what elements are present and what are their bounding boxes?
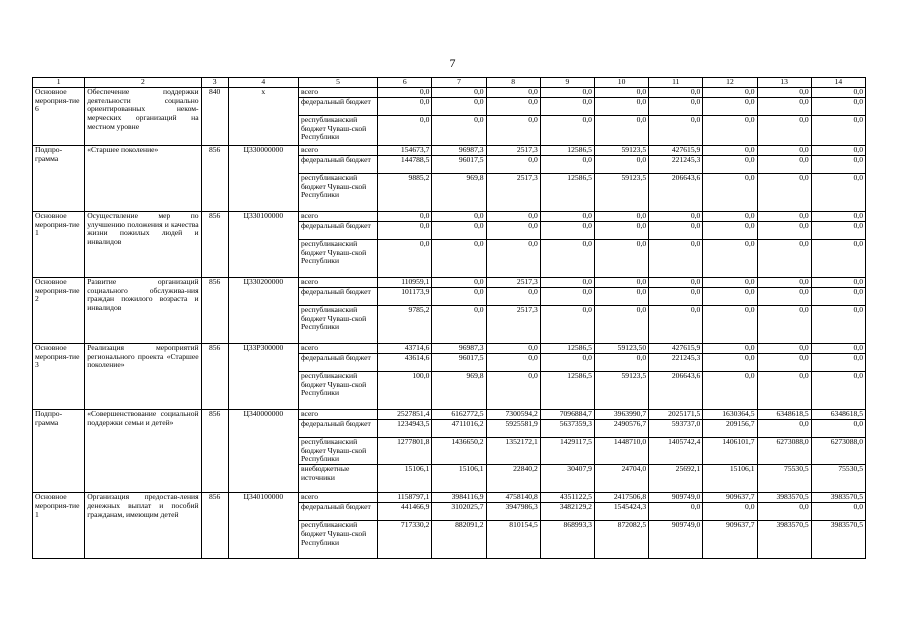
value-cell: 810154,5: [486, 521, 540, 559]
value-cell: 0,0: [594, 306, 648, 344]
value-cell: 206643,6: [649, 174, 703, 212]
value-cell: 3984116,9: [432, 493, 486, 503]
column-header: 3: [201, 78, 228, 88]
value-cell: 59123,5: [594, 146, 648, 156]
value-cell: 59123,5: [594, 372, 648, 410]
value-cell: 909749,0: [649, 493, 703, 503]
value-cell: 0,0: [540, 288, 594, 306]
value-cell: 100,0: [378, 372, 432, 410]
value-cell: 7096884,7: [540, 410, 594, 420]
value-cell: 0,0: [486, 288, 540, 306]
value-cell: 1352172,1: [486, 438, 540, 465]
value-cell: 0,0: [432, 98, 486, 116]
value-cell: 0,0: [703, 354, 757, 372]
budget-code-cell: Ц330000000: [228, 146, 298, 212]
funding-source-cell: республиканский бюджет Чуваш-ской Республики: [298, 174, 377, 212]
value-cell: 0,0: [486, 156, 540, 174]
funding-source-cell: всего: [298, 410, 377, 420]
value-cell: 0,0: [432, 288, 486, 306]
column-header: 14: [811, 78, 865, 88]
value-cell: 43614,6: [378, 354, 432, 372]
value-cell: 0,0: [703, 222, 757, 240]
table-row: [33, 344, 866, 354]
header-row: [33, 78, 866, 88]
value-cell: 0,0: [757, 88, 811, 98]
measure-name-cell: Организация предостав-ления денежных выплат и пособий гражданам, имеющим детей: [85, 493, 201, 559]
budget-code-cell: х: [228, 88, 298, 146]
value-cell: 0,0: [649, 222, 703, 240]
value-cell: 0,0: [540, 354, 594, 372]
budget-code-cell: Ц340100000: [228, 493, 298, 559]
value-cell: 9885,2: [378, 174, 432, 212]
grbs-code-cell: 840: [201, 88, 228, 146]
value-cell: 75530,5: [811, 465, 865, 493]
value-cell: 2517,3: [486, 146, 540, 156]
table-row: [33, 278, 866, 288]
page-number: 7: [449, 56, 456, 70]
value-cell: 3963990,7: [594, 410, 648, 420]
value-cell: 22840,2: [486, 465, 540, 493]
value-cell: 0,0: [486, 344, 540, 354]
column-header: 7: [432, 78, 486, 88]
value-cell: 1630364,5: [703, 410, 757, 420]
value-cell: 0,0: [540, 156, 594, 174]
value-cell: 0,0: [432, 278, 486, 288]
value-cell: 1405742,4: [649, 438, 703, 465]
value-cell: 12586,5: [540, 146, 594, 156]
value-cell: 206643,6: [649, 372, 703, 410]
value-cell: 0,0: [649, 503, 703, 521]
value-cell: 0,0: [757, 344, 811, 354]
value-cell: 0,0: [703, 212, 757, 222]
column-header: 9: [540, 78, 594, 88]
value-cell: 0,0: [703, 174, 757, 212]
value-cell: 0,0: [703, 116, 757, 146]
value-cell: 0,0: [811, 420, 865, 438]
value-cell: 0,0: [594, 98, 648, 116]
value-cell: 144788,5: [378, 156, 432, 174]
value-cell: 1429117,5: [540, 438, 594, 465]
program-type-cell: Подпро-грамма: [33, 410, 85, 493]
value-cell: 0,0: [757, 222, 811, 240]
value-cell: 0,0: [811, 288, 865, 306]
value-cell: 0,0: [486, 240, 540, 278]
value-cell: 0,0: [378, 116, 432, 146]
grbs-code-cell: 856: [201, 493, 228, 559]
value-cell: 110959,1: [378, 278, 432, 288]
value-cell: 0,0: [378, 240, 432, 278]
value-cell: 101173,9: [378, 288, 432, 306]
program-type-cell: Основное мероприя-тие 2: [33, 278, 85, 344]
value-cell: 0,0: [432, 88, 486, 98]
value-cell: 1436650,2: [432, 438, 486, 465]
funding-source-cell: внебюджетные источники: [298, 465, 377, 493]
column-header: 2: [85, 78, 201, 88]
value-cell: 0,0: [757, 372, 811, 410]
value-cell: 6348618,5: [811, 410, 865, 420]
value-cell: 0,0: [432, 240, 486, 278]
value-cell: 4758140,8: [486, 493, 540, 503]
column-header: 4: [228, 78, 298, 88]
value-cell: 0,0: [757, 278, 811, 288]
value-cell: 5925581,9: [486, 420, 540, 438]
value-cell: 0,0: [649, 288, 703, 306]
value-cell: 717330,2: [378, 521, 432, 559]
value-cell: 12586,5: [540, 174, 594, 212]
value-cell: 221245,3: [649, 156, 703, 174]
value-cell: 593737,0: [649, 420, 703, 438]
value-cell: 0,0: [594, 278, 648, 288]
program-type-cell: Подпро-грамма: [33, 146, 85, 212]
funding-source-cell: федеральный бюджет: [298, 222, 377, 240]
value-cell: 6273088,0: [811, 438, 865, 465]
value-cell: 441466,9: [378, 503, 432, 521]
measure-name-cell: «Совершенствование социальной поддержки семьи и детей»: [85, 410, 201, 493]
value-cell: 0,0: [703, 344, 757, 354]
value-cell: 15106,1: [432, 465, 486, 493]
value-cell: 221245,3: [649, 354, 703, 372]
funding-source-cell: республиканский бюджет Чуваш-ской Республики: [298, 438, 377, 465]
value-cell: 24704,0: [594, 465, 648, 493]
value-cell: 0,0: [811, 306, 865, 344]
value-cell: 3102025,7: [432, 503, 486, 521]
value-cell: 0,0: [811, 240, 865, 278]
value-cell: 868993,3: [540, 521, 594, 559]
value-cell: 2417506,8: [594, 493, 648, 503]
value-cell: 1545424,3: [594, 503, 648, 521]
value-cell: 75530,5: [757, 465, 811, 493]
value-cell: 0,0: [757, 420, 811, 438]
value-cell: 59123,50: [594, 344, 648, 354]
value-cell: 96017,5: [432, 354, 486, 372]
column-header: 8: [486, 78, 540, 88]
value-cell: 0,0: [757, 354, 811, 372]
value-cell: 6348618,5: [757, 410, 811, 420]
value-cell: 0,0: [486, 88, 540, 98]
grbs-code-cell: 856: [201, 344, 228, 410]
funding-source-cell: республиканский бюджет Чуваш-ской Республики: [298, 306, 377, 344]
value-cell: 0,0: [540, 212, 594, 222]
column-header: 1: [33, 78, 85, 88]
value-cell: 0,0: [649, 212, 703, 222]
funding-source-cell: федеральный бюджет: [298, 420, 377, 438]
value-cell: 0,0: [649, 98, 703, 116]
measure-name-cell: Развитие организаций социального обслужива-ния граждан пожилого возраста и инвалидов: [85, 278, 201, 344]
value-cell: 2025171,5: [649, 410, 703, 420]
value-cell: 1277801,8: [378, 438, 432, 465]
value-cell: 0,0: [811, 98, 865, 116]
value-cell: 909637,7: [703, 493, 757, 503]
value-cell: 1406101,7: [703, 438, 757, 465]
table-row: [33, 212, 866, 222]
value-cell: 0,0: [811, 372, 865, 410]
column-header: 13: [757, 78, 811, 88]
value-cell: 0,0: [703, 306, 757, 344]
value-cell: 0,0: [811, 146, 865, 156]
budget-code-cell: Ц330200000: [228, 278, 298, 344]
program-type-cell: Основное мероприя-тие 6: [33, 88, 85, 146]
value-cell: 0,0: [486, 98, 540, 116]
funding-source-cell: всего: [298, 493, 377, 503]
value-cell: 427615,9: [649, 344, 703, 354]
value-cell: 96987,3: [432, 146, 486, 156]
value-cell: 0,0: [757, 146, 811, 156]
column-header: 11: [649, 78, 703, 88]
value-cell: 0,0: [757, 288, 811, 306]
value-cell: 0,0: [757, 212, 811, 222]
value-cell: 0,0: [594, 116, 648, 146]
value-cell: 0,0: [703, 156, 757, 174]
value-cell: 0,0: [757, 503, 811, 521]
value-cell: 0,0: [486, 354, 540, 372]
value-cell: 209156,7: [703, 420, 757, 438]
value-cell: 0,0: [540, 116, 594, 146]
value-cell: 0,0: [757, 156, 811, 174]
budget-code-cell: Ц330100000: [228, 212, 298, 278]
value-cell: 0,0: [486, 372, 540, 410]
value-cell: 0,0: [540, 306, 594, 344]
value-cell: 12586,5: [540, 372, 594, 410]
value-cell: 96987,3: [432, 344, 486, 354]
value-cell: 6162772,5: [432, 410, 486, 420]
program-type-cell: Основное мероприя-тие 1: [33, 493, 85, 559]
measure-name-cell: «Старшее поколение»: [85, 146, 201, 212]
value-cell: 0,0: [378, 212, 432, 222]
column-header: 10: [594, 78, 648, 88]
value-cell: 0,0: [811, 503, 865, 521]
value-cell: 1234943,5: [378, 420, 432, 438]
value-cell: 4711016,2: [432, 420, 486, 438]
value-cell: 0,0: [486, 222, 540, 240]
value-cell: 0,0: [594, 288, 648, 306]
value-cell: 0,0: [703, 146, 757, 156]
value-cell: 1158797,1: [378, 493, 432, 503]
measure-name-cell: Обеспечение поддержки деятельности социально ориентированных неком-мерческих организаций на местном уровне: [85, 88, 201, 146]
value-cell: 0,0: [594, 156, 648, 174]
value-cell: 9785,2: [378, 306, 432, 344]
value-cell: 0,0: [703, 240, 757, 278]
value-cell: 3983570,5: [811, 493, 865, 503]
budget-code-cell: Ц340000000: [228, 410, 298, 493]
value-cell: 0,0: [649, 116, 703, 146]
value-cell: 0,0: [378, 88, 432, 98]
table-row: [33, 410, 866, 420]
value-cell: 0,0: [540, 222, 594, 240]
value-cell: 43714,6: [378, 344, 432, 354]
value-cell: 0,0: [811, 344, 865, 354]
funding-source-cell: всего: [298, 212, 377, 222]
value-cell: 0,0: [757, 174, 811, 212]
funding-source-cell: федеральный бюджет: [298, 354, 377, 372]
program-type-cell: Основное мероприя-тие 3: [33, 344, 85, 410]
value-cell: 2490576,7: [594, 420, 648, 438]
value-cell: 2517,3: [486, 278, 540, 288]
value-cell: 0,0: [811, 354, 865, 372]
value-cell: 3482129,2: [540, 503, 594, 521]
value-cell: 0,0: [378, 98, 432, 116]
funding-source-cell: всего: [298, 88, 377, 98]
value-cell: 2517,3: [486, 174, 540, 212]
value-cell: 0,0: [703, 98, 757, 116]
funding-source-cell: федеральный бюджет: [298, 98, 377, 116]
budget-table: [32, 77, 866, 559]
value-cell: 154673,7: [378, 146, 432, 156]
value-cell: 0,0: [757, 306, 811, 344]
value-cell: 0,0: [811, 174, 865, 212]
value-cell: 0,0: [703, 88, 757, 98]
value-cell: 0,0: [594, 212, 648, 222]
value-cell: 872082,5: [594, 521, 648, 559]
value-cell: 0,0: [811, 212, 865, 222]
value-cell: 0,0: [432, 116, 486, 146]
value-cell: 0,0: [757, 240, 811, 278]
value-cell: 0,0: [757, 98, 811, 116]
value-cell: 4351122,5: [540, 493, 594, 503]
value-cell: 2517,3: [486, 306, 540, 344]
value-cell: 0,0: [378, 222, 432, 240]
grbs-code-cell: 856: [201, 212, 228, 278]
value-cell: 0,0: [649, 306, 703, 344]
value-cell: 0,0: [594, 222, 648, 240]
grbs-code-cell: 856: [201, 146, 228, 212]
value-cell: 0,0: [486, 212, 540, 222]
funding-source-cell: федеральный бюджет: [298, 288, 377, 306]
column-header: 12: [703, 78, 757, 88]
value-cell: 0,0: [540, 98, 594, 116]
funding-source-cell: республиканский бюджет Чуваш-ской Республики: [298, 521, 377, 559]
value-cell: 0,0: [594, 354, 648, 372]
funding-source-cell: республиканский бюджет Чуваш-ской Республики: [298, 372, 377, 410]
value-cell: 0,0: [703, 503, 757, 521]
value-cell: 3983570,5: [757, 493, 811, 503]
table-row: [33, 146, 866, 156]
value-cell: 0,0: [594, 240, 648, 278]
value-cell: 909637,7: [703, 521, 757, 559]
value-cell: 3983570,5: [757, 521, 811, 559]
value-cell: 0,0: [703, 278, 757, 288]
value-cell: 30407,9: [540, 465, 594, 493]
value-cell: 0,0: [432, 212, 486, 222]
value-cell: 969,8: [432, 174, 486, 212]
value-cell: 0,0: [594, 88, 648, 98]
value-cell: 0,0: [540, 240, 594, 278]
value-cell: 25692,1: [649, 465, 703, 493]
value-cell: 0,0: [432, 222, 486, 240]
measure-name-cell: Осуществление мер по улучшению положения и качества жизни пожилых людей и инвалидов: [85, 212, 201, 278]
funding-source-cell: всего: [298, 278, 377, 288]
funding-source-cell: республиканский бюджет Чуваш-ской Республики: [298, 116, 377, 146]
value-cell: 96017,5: [432, 156, 486, 174]
value-cell: 5637359,3: [540, 420, 594, 438]
value-cell: 3947986,3: [486, 503, 540, 521]
value-cell: 0,0: [703, 288, 757, 306]
value-cell: 0,0: [486, 116, 540, 146]
value-cell: 12586,5: [540, 344, 594, 354]
value-cell: 0,0: [757, 116, 811, 146]
value-cell: 0,0: [649, 88, 703, 98]
value-cell: 0,0: [540, 278, 594, 288]
funding-source-cell: всего: [298, 344, 377, 354]
value-cell: 909749,0: [649, 521, 703, 559]
value-cell: 0,0: [811, 156, 865, 174]
value-cell: 0,0: [649, 278, 703, 288]
funding-source-cell: всего: [298, 146, 377, 156]
grbs-code-cell: 856: [201, 410, 228, 493]
value-cell: 0,0: [703, 372, 757, 410]
value-cell: 0,0: [811, 116, 865, 146]
value-cell: 0,0: [811, 222, 865, 240]
value-cell: 0,0: [540, 88, 594, 98]
value-cell: 0,0: [432, 306, 486, 344]
value-cell: 2527851,4: [378, 410, 432, 420]
value-cell: 15106,1: [703, 465, 757, 493]
grbs-code-cell: 856: [201, 278, 228, 344]
column-header: 6: [378, 78, 432, 88]
program-type-cell: Основное мероприя-тие 1: [33, 212, 85, 278]
budget-code-cell: Ц33Р300000: [228, 344, 298, 410]
value-cell: 969,8: [432, 372, 486, 410]
value-cell: 0,0: [811, 88, 865, 98]
measure-name-cell: Реализация мероприятий регионального проекта «Старшее поколение»: [85, 344, 201, 410]
funding-source-cell: федеральный бюджет: [298, 503, 377, 521]
value-cell: 7300594,2: [486, 410, 540, 420]
funding-source-cell: республиканский бюджет Чуваш-ской Республики: [298, 240, 377, 278]
table-row: [33, 88, 866, 98]
table-row: [33, 493, 866, 503]
value-cell: 3983570,5: [811, 521, 865, 559]
column-header: 5: [298, 78, 377, 88]
value-cell: 1448710,0: [594, 438, 648, 465]
funding-source-cell: федеральный бюджет: [298, 156, 377, 174]
value-cell: 15106,1: [378, 465, 432, 493]
value-cell: 6273088,0: [757, 438, 811, 465]
value-cell: 882091,2: [432, 521, 486, 559]
value-cell: 59123,5: [594, 174, 648, 212]
value-cell: 0,0: [649, 240, 703, 278]
value-cell: 427615,9: [649, 146, 703, 156]
value-cell: 0,0: [811, 278, 865, 288]
